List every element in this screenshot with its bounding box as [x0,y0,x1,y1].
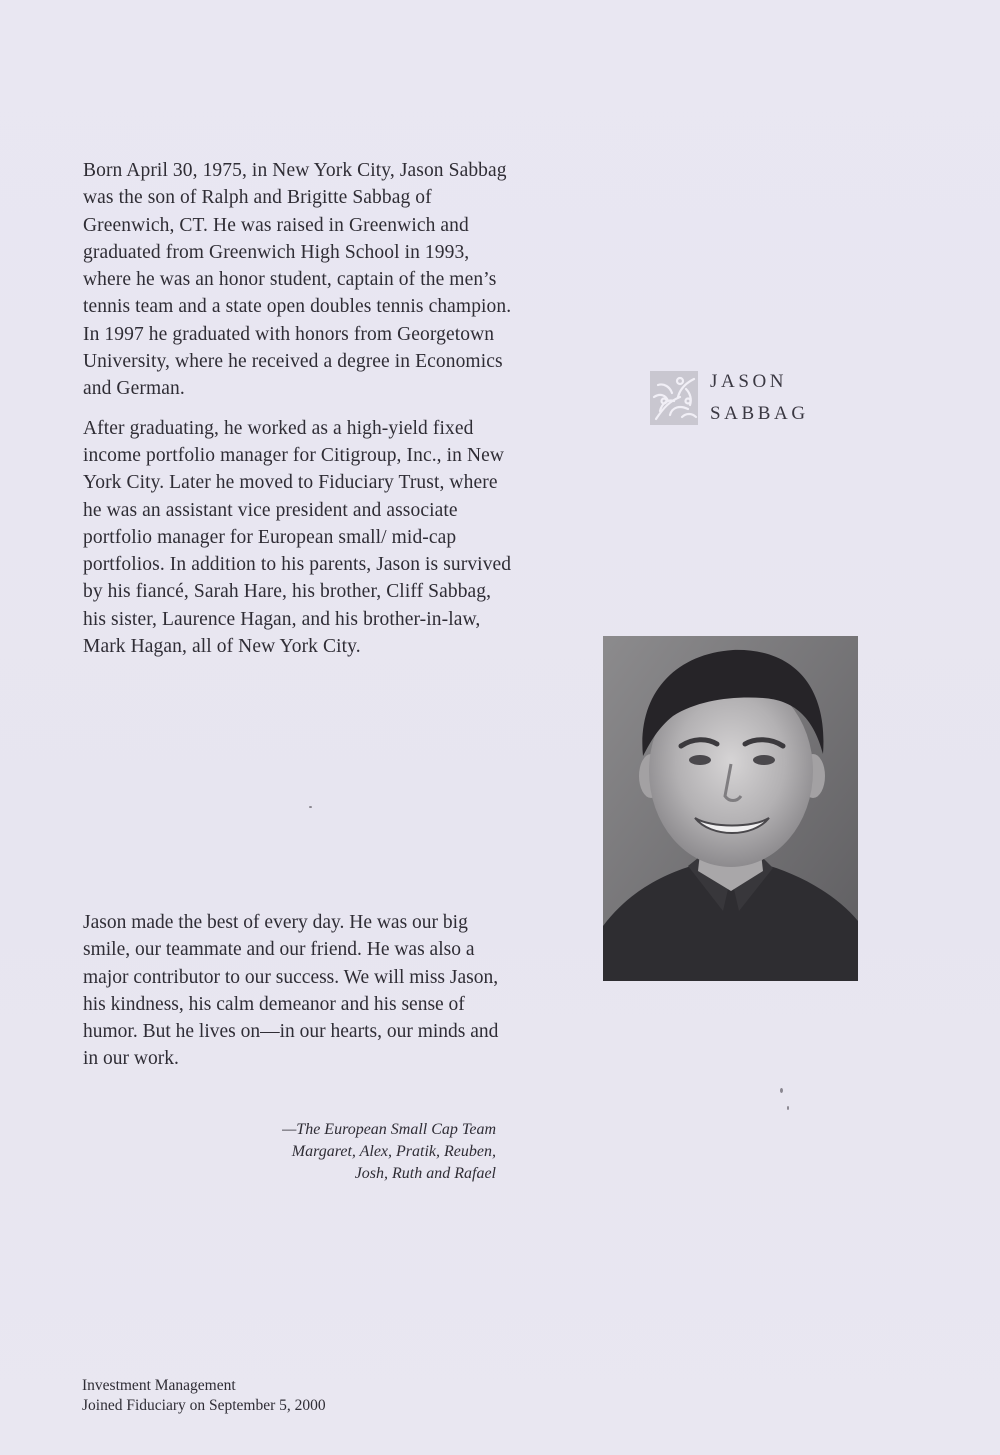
join-date: Joined Fiduciary on September 5, 2000 [82,1397,326,1414]
portrait-image [603,636,858,981]
tribute-text: Jason made the best of every day. He was our big smile, our teammate and our friend. He was also a major contributor to our success. We will miss Jason, his kindness, his calm demeanor and his sense of humor. But he lives on—in our hearts, our minds and in our work. [83,912,499,1070]
department: Investment Management [82,1377,236,1394]
floral-ornament-icon [650,371,698,425]
portrait-photo [603,636,858,981]
tribute-signature [200,1119,496,1185]
paper-speck [780,1088,783,1093]
signature-line-1: —The European Small Cap Team [282,1121,496,1138]
paper-speck [309,806,312,808]
signature-line-3: Josh, Ruth and Rafael [354,1165,496,1182]
first-name: JASON [710,371,788,392]
last-name: SABBAG [710,403,809,424]
paper-speck [787,1106,789,1110]
tribute [83,909,513,1073]
bio-paragraph-1: Born April 30, 1975, in New York City, Jason Sabbag was the son of Ralph and Brigitte Sabbag of Greenwich, CT. He was raised in Greenwich and graduated from Greenwich High School in 1993, where he was an honor student, captain of the men’s tennis team and a state open doubles tennis champion. In 1997 he graduated with honors from Georgetown University, where he received a degree in Economics and German. [83,160,512,400]
footer [82,1376,326,1416]
name-heading [650,366,809,430]
signature-line-2: Margaret, Alex, Pratik, Reuben, [291,1143,496,1160]
bio-paragraph-2: After graduating, he worked as a high-yield fixed income portfolio manager for Citigroup, Inc., in New York City. Later he moved to Fiduciary Trust, where he was an assistant vice president and associate portfolio manager for European small/ mid-cap portfolios. In addition to his parents, Jason is survived by his fiancé, Sarah Hare, his brother, Cliff Sabbag, his sister, Laurence Hagan, and his brother-in-law, Mark Hagan, all of New York City. [83,417,512,658]
biography [83,157,513,672]
